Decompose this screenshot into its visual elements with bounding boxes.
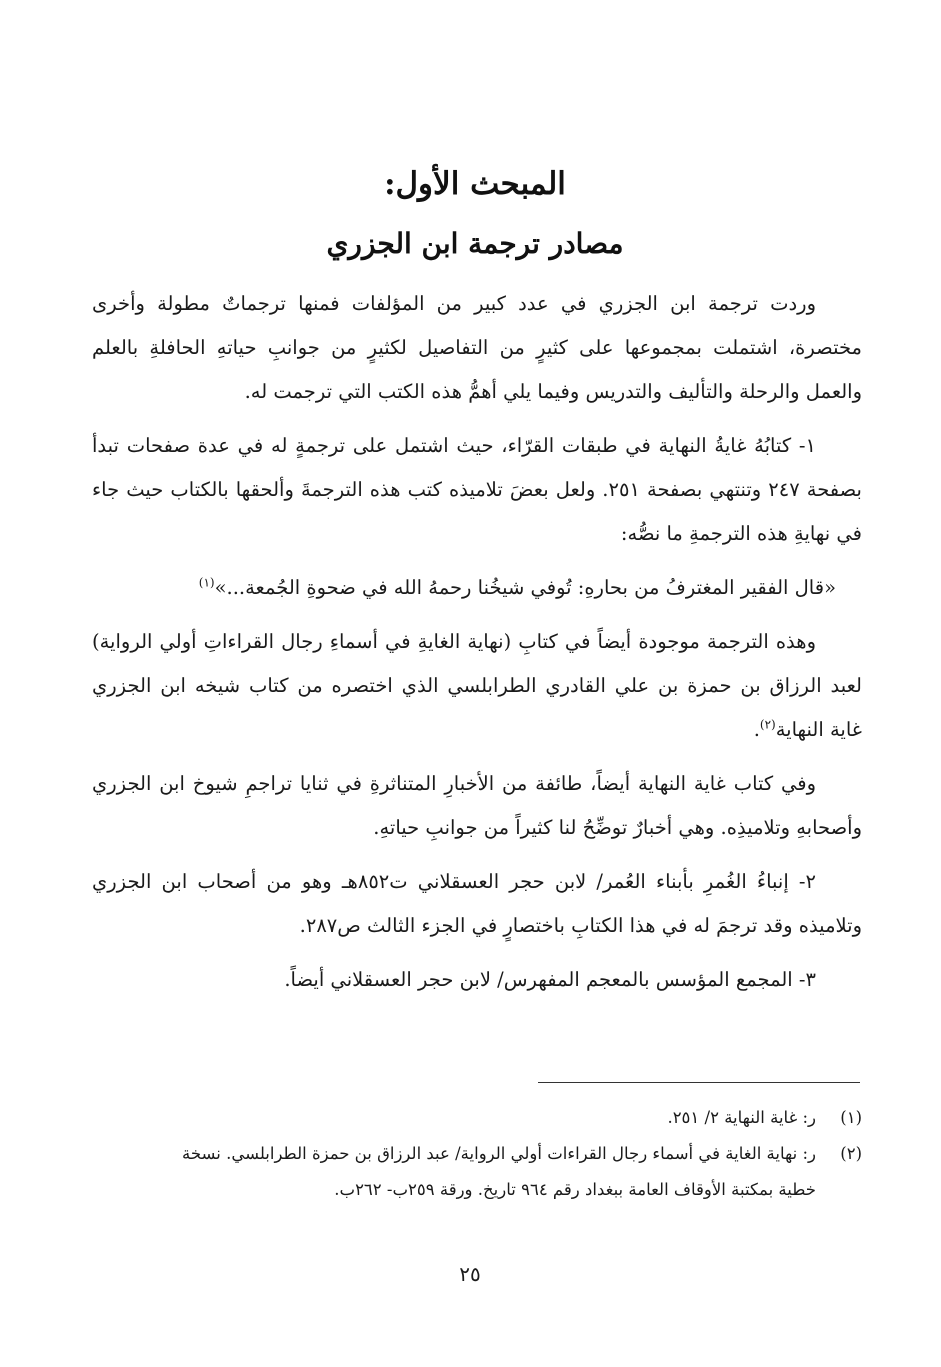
footnote-number: (١) [840, 1108, 862, 1127]
body-text [92, 282, 862, 1012]
footnote-ref-1[interactable]: (١) [198, 575, 215, 590]
section-title: مصادر ترجمة ابن الجزري [326, 227, 624, 260]
quote-paragraph [92, 566, 862, 610]
footnote-text: ر: نهاية الغاية في أسماء رجال القراءات أولي الرواية/ عبد الرزاق بن حمزة الطرابلسي. نسخة خطية بمكتبة الأوقاف العامة ببغداد رقم ٩٦٤ تاريخ. ورقة ٢٥٩ب- ٢٦٢ب. [182, 1144, 816, 1199]
footnote-number: (٢) [840, 1144, 862, 1163]
footnote-ref-2[interactable]: (٢) [759, 717, 776, 732]
section-heading: المبحث الأول: [384, 166, 566, 202]
paragraph-3-end: . [753, 718, 760, 741]
paragraph-3 [92, 620, 862, 752]
footnote-text: ر: غاية النهاية ٢/ ٢٥١. [667, 1108, 816, 1127]
list-item-1: ١- كتابُهُ غايةُ النهاية في طبقات القرّاء، حيث اشتمل على ترجمةٍ له في عدة صفحات تبدأ بصفحة ٢٤٧ وتنتهي بصفحة ٢٥١. ولعل بعضَ تلاميذه كتب هذه الترجمةَ وألحقها بالكتاب حيث جاء في نهايةِ هذه الترجمةِ ما نصُّه: [92, 434, 862, 545]
intro-paragraph: وردت ترجمة ابن الجزري في عدد كبير من المؤلفات فمنها ترجماتٌ مطولة وأخرى مختصرة، اشتملت بمجموعها على كثيرٍ من التفاصيل لكثيرٍ من جوانبِ حياتهِ الحافلةِ بالعلم والعمل والرحلة والتأليف والتدريس وفيما يلي أهمُّ هذه الكتب التي ترجمت له. [92, 292, 862, 403]
footnote-divider [538, 1082, 860, 1083]
footnote-2 [140, 1136, 862, 1208]
footnote-1 [140, 1100, 862, 1136]
list-item-2: ٢- إنباءُ الغُمرِ بأبناء العُمر/ لابن حجر العسقلاني ت٨٥٢هـ وهو من أصحاب ابن الجزري وتلاميذه وقد ترجمَ له في هذا الكتابِ باختصارٍ في الجزء الثالث ص٢٨٧. [92, 870, 862, 937]
footnotes [140, 1100, 862, 1208]
list-item-3: ٣- المجمع المؤسس بالمعجم المفهرس/ لابن حجر العسقلاني أيضاً. [284, 968, 816, 991]
paragraph-3-text: وهذه الترجمة موجودة أيضاً في كتابِ (نهاية الغايةِ في أسماءِ رجال القراءاتِ أولي الرواية) لعبد الرزاق بن حمزة بن علي القادري الطرابلسي الذي اختصره من كتاب شيخه ابن الجزري غاية النهاية [92, 630, 862, 741]
quote-text: «قال الفقير المغترفُ من بحارهِ: تُوفي شيخُنا رحمهُ الله في ضحوةِ الجُمعة...» [214, 576, 836, 599]
paragraph-4: وفي كتاب غاية النهاية أيضاً، طائفة من الأخبارِ المتناثرةِ في ثنايا تراجمِ شيوخ ابن الجزري وأصحابهِ وتلاميذِه. وهي أخبارٌ توضِّحُ لنا كثيراً من جوانبِ حياتهِ. [92, 772, 862, 839]
page-number: ٢٥ [459, 1262, 481, 1286]
